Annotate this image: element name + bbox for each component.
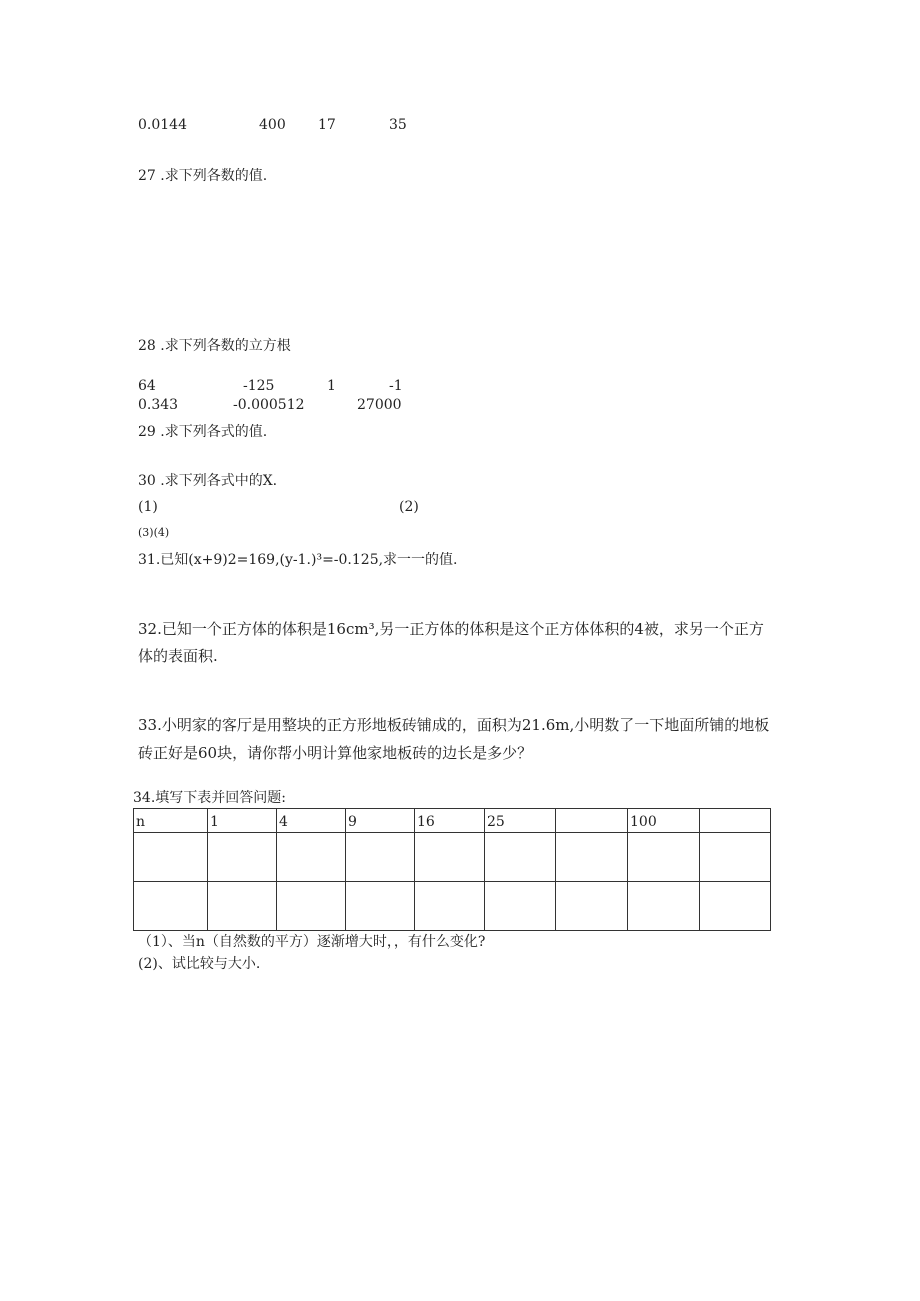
table-cell[interactable] xyxy=(485,833,556,882)
question-34-sub-2: (2)、试比较与大小. xyxy=(138,956,261,972)
table-cell[interactable] xyxy=(700,882,771,931)
q30-part-3-4: (3)(4) xyxy=(138,526,170,539)
value-64: 64 xyxy=(138,378,156,394)
value-minus-1: -1 xyxy=(389,378,403,394)
question-28: 28 .求下列各数的立方根 xyxy=(138,338,291,354)
value-27000: 27000 xyxy=(357,397,402,413)
table-header-cell: 100 xyxy=(628,809,700,833)
table-cell[interactable] xyxy=(556,833,628,882)
value-35: 35 xyxy=(389,117,407,133)
q30-part-2: (2) xyxy=(399,499,419,515)
table-header-cell: 25 xyxy=(485,809,556,833)
table-cell[interactable] xyxy=(277,833,346,882)
question-27: 27 .求下列各数的值. xyxy=(138,168,268,184)
table-cell[interactable] xyxy=(277,882,346,931)
question-31: 31.已知(x+9)2=169,(y-1.)³=-0.125,求一一的值. xyxy=(138,552,458,568)
table-cell[interactable] xyxy=(134,882,208,931)
table-cell[interactable] xyxy=(134,833,208,882)
value-0.0144: 0.0144 xyxy=(138,117,187,133)
q30-part-1: (1) xyxy=(138,499,158,515)
table-cell[interactable] xyxy=(346,882,415,931)
table-cell[interactable] xyxy=(628,882,700,931)
table-cell[interactable] xyxy=(628,833,700,882)
table-header-cell: 9 xyxy=(346,809,415,833)
question-33-line-1: 33.小明家的客厅是用整块的正方形地板砖铺成的，面积为21.6m,小明数了一下地面所铺的地板 xyxy=(138,716,770,734)
value-minus-0.000512: -0.000512 xyxy=(233,397,305,413)
question-30: 30 .求下列各式中的X. xyxy=(138,473,278,489)
table-cell[interactable] xyxy=(700,833,771,882)
table-header-cell: 16 xyxy=(415,809,485,833)
question-34-title: 34.填写下表并回答问题: xyxy=(133,790,286,806)
table-header-cell: n xyxy=(134,809,208,833)
answer-table xyxy=(133,808,771,931)
value-0.343: 0.343 xyxy=(138,397,179,413)
value-400: 400 xyxy=(259,117,286,133)
table-cell[interactable] xyxy=(415,882,485,931)
table-cell[interactable] xyxy=(346,833,415,882)
table-header-cell: 4 xyxy=(277,809,346,833)
value-1: 1 xyxy=(327,378,336,394)
table-row xyxy=(134,882,771,931)
question-32-line-1: 32.已知一个正方体的体积是16cm³,另一正方体的体积是这个正方体体积的4被，求另一个正方 xyxy=(138,620,764,638)
value-minus-125: -125 xyxy=(243,378,275,394)
table-cell[interactable] xyxy=(415,833,485,882)
table-row xyxy=(134,833,771,882)
table-cell[interactable] xyxy=(208,833,277,882)
table-header-row xyxy=(134,809,771,833)
question-34-sub-1: （1）、当n（自然数的平方）逐渐增大时，，有什么变化? xyxy=(138,934,486,950)
table-header-cell xyxy=(700,809,771,833)
table-cell[interactable] xyxy=(208,882,277,931)
question-33-line-2: 砖正好是60块，请你帮小明计算他家地板砖的边长是多少？ xyxy=(138,744,533,762)
value-17: 17 xyxy=(318,117,336,133)
table-header-cell xyxy=(556,809,628,833)
question-29: 29 .求下列各式的值. xyxy=(138,424,268,440)
table-header-cell: 1 xyxy=(208,809,277,833)
question-32-line-2: 体的表面积. xyxy=(138,647,218,665)
table-cell[interactable] xyxy=(556,882,628,931)
table-cell[interactable] xyxy=(485,882,556,931)
